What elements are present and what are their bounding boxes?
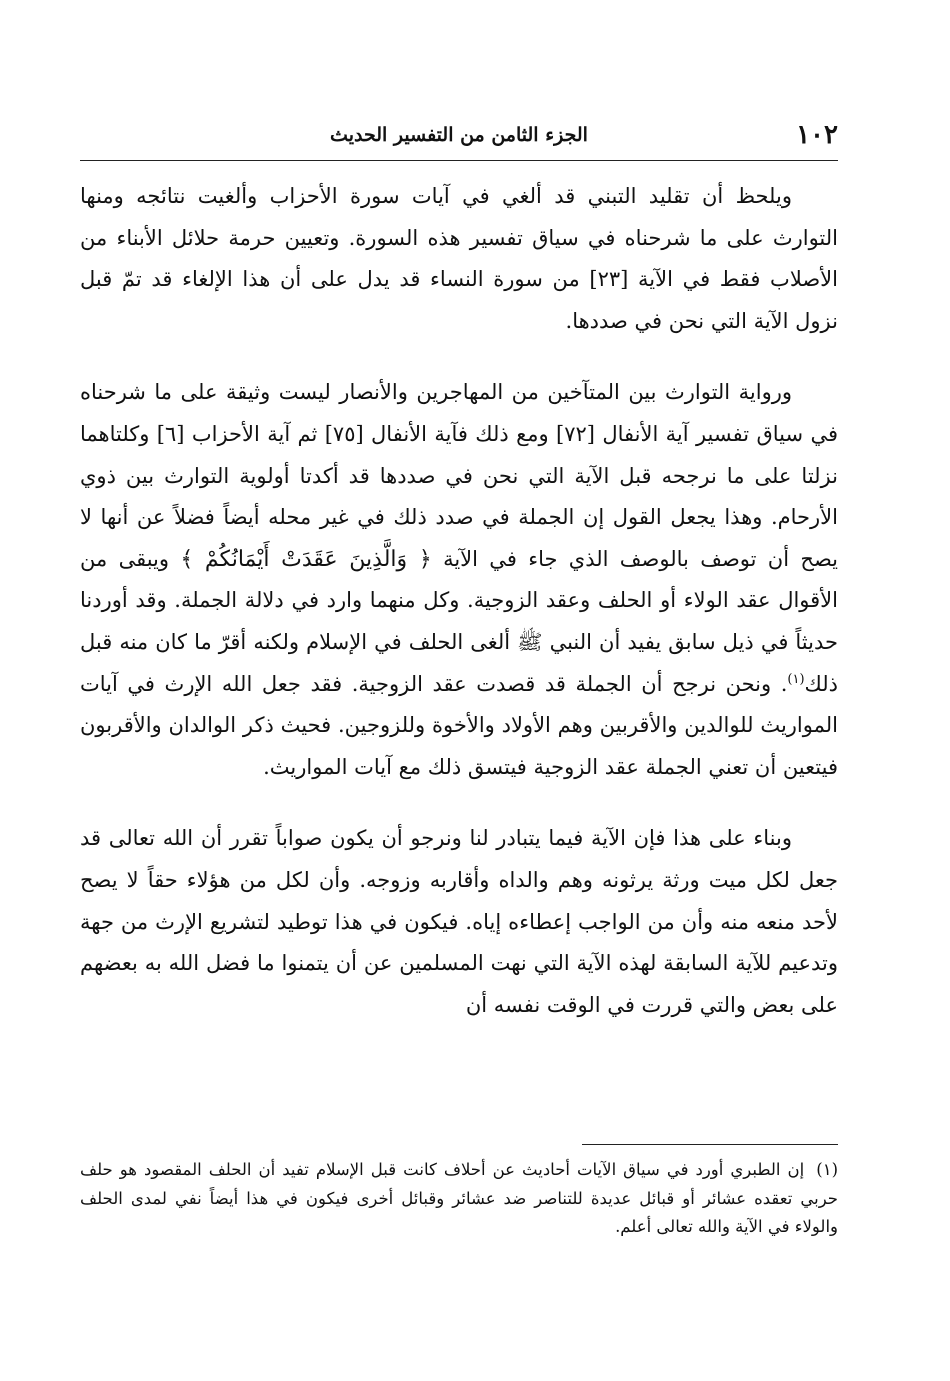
footnote-number: (١) xyxy=(816,1160,838,1179)
paragraph-2-text-c: . ونحن نرجح أن الجملة قد قصدت عقد الزوجية. فقد جعل الله الإرث في آيات المواريث للوالدين والأقربين وهم الأولاد والأخوة وللزوجين. فحيث ذكر الوالدان والأقربون فيتعين أن تعني الجملة عقد الزوجية فيتسق ذلك مع آيات المواريث. xyxy=(80,671,838,779)
paragraph-2-text-a: ورواية التوارث بين المتآخين من المهاجرين والأنصار ليست وثيقة على ما شرحناه في سياق تفسير آية الأنفال [٧٢] ومع ذلك فآية الأنفال [٧٥] ثم آية الأحزاب [٦] وكلتاهما نزلتا على ما نرجحه قبل الآية التي نحن في صددها قد أكدتا أولوية التوارث بين ذوي الأرحام. وهذا يجعل القول إن الجملة في صدد ذلك في غير محله أيضاً فضلاً عن أنها لا يصح أن توصف بالوصف الذي جاء في الآية xyxy=(80,380,839,571)
paragraph-spacer xyxy=(80,342,838,372)
header-divider xyxy=(80,160,838,161)
page-number: ١٠٢ xyxy=(796,120,838,150)
footnote xyxy=(80,1156,838,1242)
paragraph-2-text-b: ويبقى من الأقوال عقد الولاء أو الحلف وعقد الزوجية. وكل منهما وارد في دلالة الجملة. وقد أوردنا حديثاً في ذيل سابق يفيد أن النبي ﷺ ألغى الحلف في الإسلام ولكنه أقرّ ما كان منه قبل ذلك xyxy=(80,546,838,696)
paragraph-1: ويلحظ أن تقليد التبني قد ألغي في آيات سورة الأحزاب وألغيت نتائجه ومنها التوارث على ما شرحناه في سياق تفسير هذه السورة. وتعيين حرمة حلائل الأبناء من الأصلاب فقط في الآية [٢٣] من سورة النساء قد يدل على أن هذا الإلغاء قد تمّ قبل نزول الآية التي نحن في صددها. xyxy=(80,184,838,333)
paragraph-spacer xyxy=(80,788,838,818)
paragraph-2 xyxy=(80,372,838,788)
quran-quote: ﴿ وَالَّذِينَ عَقَدَتْ أَيْمَانُكُمْ ﴾ xyxy=(180,546,432,572)
running-title: الجزء الثامن من التفسير الحديث xyxy=(330,124,588,146)
footnote-text: إن الطبري أورد في سياق الآيات أحاديث عن أحلاف كانت قبل الإسلام تفيد أن الحلف المقصود هو حلف حربي تعقده عشائر أو قبائل عديدة للتناصر ضد عشائر وقبائل أخرى فيكون في هذا أيضاً نفي لمدى الحلف والولاء في الآية والله تعالى أعلم. xyxy=(80,1160,838,1236)
footnote-divider xyxy=(582,1144,838,1145)
page-header xyxy=(80,120,838,160)
body-text xyxy=(80,176,838,1026)
paragraph-3: وبناء على هذا فإن الآية فيما يتبادر لنا ونرجو أن يكون صواباً تقرر أن الله تعالى قد جعل لكل ميت ورثة يرثونه وهم والداه وأقاربه وزوجه. وأن لكل من هؤلاء حقاً لا يصح لأحد منعه منه وأن من الواجب إعطاءه إياه. فيكون في هذا توطيد لتشريع الإرث من جهة وتدعيم للآية السابقة لهذه الآية التي نهت المسلمين عن أن يتمنوا ما فضل الله به بعضهم على بعض والتي قررت في الوقت نفسه أن xyxy=(80,826,838,1017)
footnote-marker[interactable]: (١) xyxy=(787,671,805,687)
